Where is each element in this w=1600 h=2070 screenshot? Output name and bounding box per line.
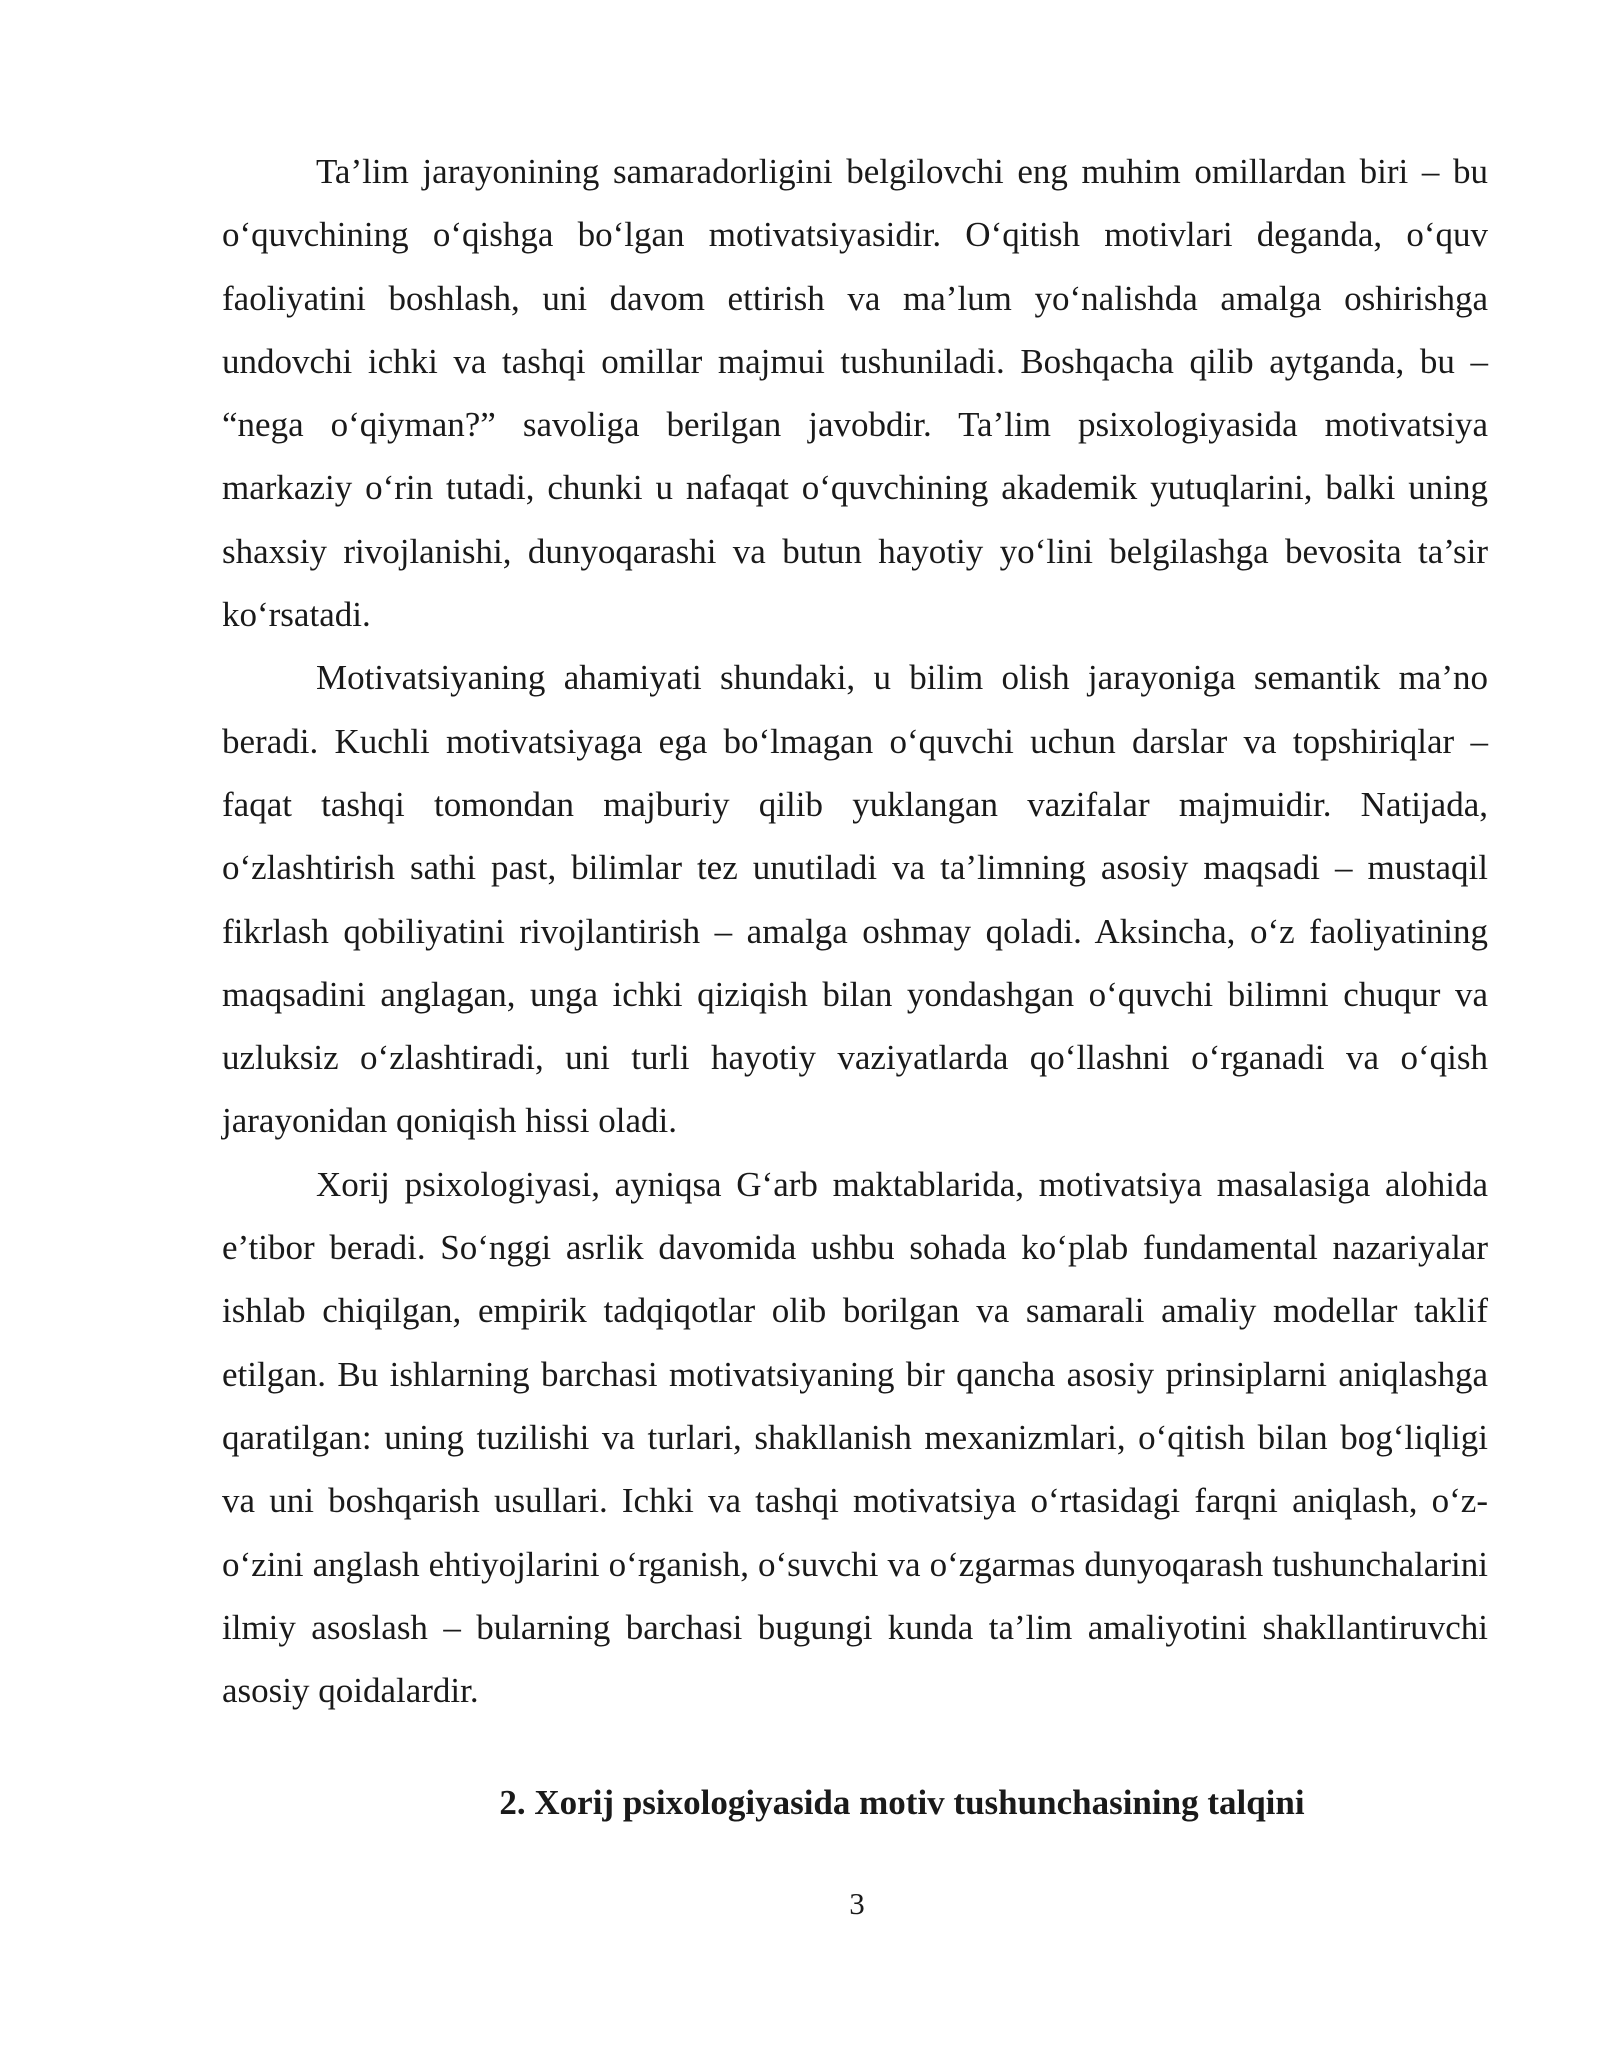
paragraph-1: Ta’lim jarayonining samaradorligini belgilovchi eng muhim omillardan biri – bu o‘quvchining o‘qishga bo‘lgan motivatsiyasidir. O‘qitish motivlari deganda, o‘quv faoliyatini boshlash, uni davom ettirish va ma’lum yo‘nalishda amalga oshirishga undovchi ichki va tashqi omillar majmui tushuniladi. Boshqacha qilib aytganda, bu – “nega o‘qiyman?” savoliga berilgan javobdir. Ta’lim psixologiyasida motivatsiya markaziy o‘rin tutadi, chunki u nafaqat o‘quvchining akademik yutuqlarini, balki uning shaxsiy rivojlanishi, dunyoqarashi va butun hayotiy yo‘lini belgilashga bevosita ta’sir ko‘rsatadi.: [222, 152, 1488, 635]
body-text: [222, 140, 1488, 1722]
paragraph-3: Xorij psixologiyasi, ayniqsa G‘arb maktablarida, motivatsiya masalasiga alohida e’tibor beradi. So‘nggi asrlik davomida ushbu sohada ko‘plab fundamental nazariyalar ishlab chiqilgan, empirik tadqiqotlar olib borilgan va samarali amaliy modellar taklif etilgan. Bu ishlarning barchasi motivatsiyaning bir qancha asosiy prinsiplarni aniqlashga qaratilgan: uning tuzilishi va turlari, shakllanish mexanizmlari, o‘qitish bilan bog‘liqligi va uni boshqarish usullari. Ichki va tashqi motivatsiya o‘rtasidagi farqni aniqlash, o‘z-o‘zini anglash ehtiyojlarini o‘rganish, o‘suvchi va o‘zgarmas dunyoqarash tushunchalarini ilmiy asoslash – bularning barchasi bugungi kunda ta’lim amaliyotini shakllantiruvchi asosiy qoidalardir.: [222, 1164, 1488, 1711]
section-heading: 2. Xorij psixologiyasida motiv tushunchasining talqini: [499, 1783, 1305, 1822]
page-number: 3: [849, 1886, 865, 1921]
paragraph-2: Motivatsiyaning ahamiyati shundaki, u bilim olish jarayoniga semantik ma’no beradi. Kuchli motivatsiyaga ega bo‘lmagan o‘quvchi uchun darslar va topshiriqlar – faqat tashqi tomondan majburiy qilib yuklangan vazifalar majmuidir. Natijada, o‘zlashtirish sathi past, bilimlar tez unutiladi va ta’limning asosiy maqsadi – mustaqil fikrlash qobiliyatini rivojlantirish – amalga oshmay qoladi. Aksincha, o‘z faoliyatining maqsadini anglagan, unga ichki qiziqish bilan yondashgan o‘quvchi bilimni chuqur va uzluksiz o‘zlashtiradi, uni turli hayotiy vaziyatlarda qo‘llashni o‘rganadi va o‘qish jarayonidan qoniqish hissi oladi.: [222, 658, 1488, 1141]
